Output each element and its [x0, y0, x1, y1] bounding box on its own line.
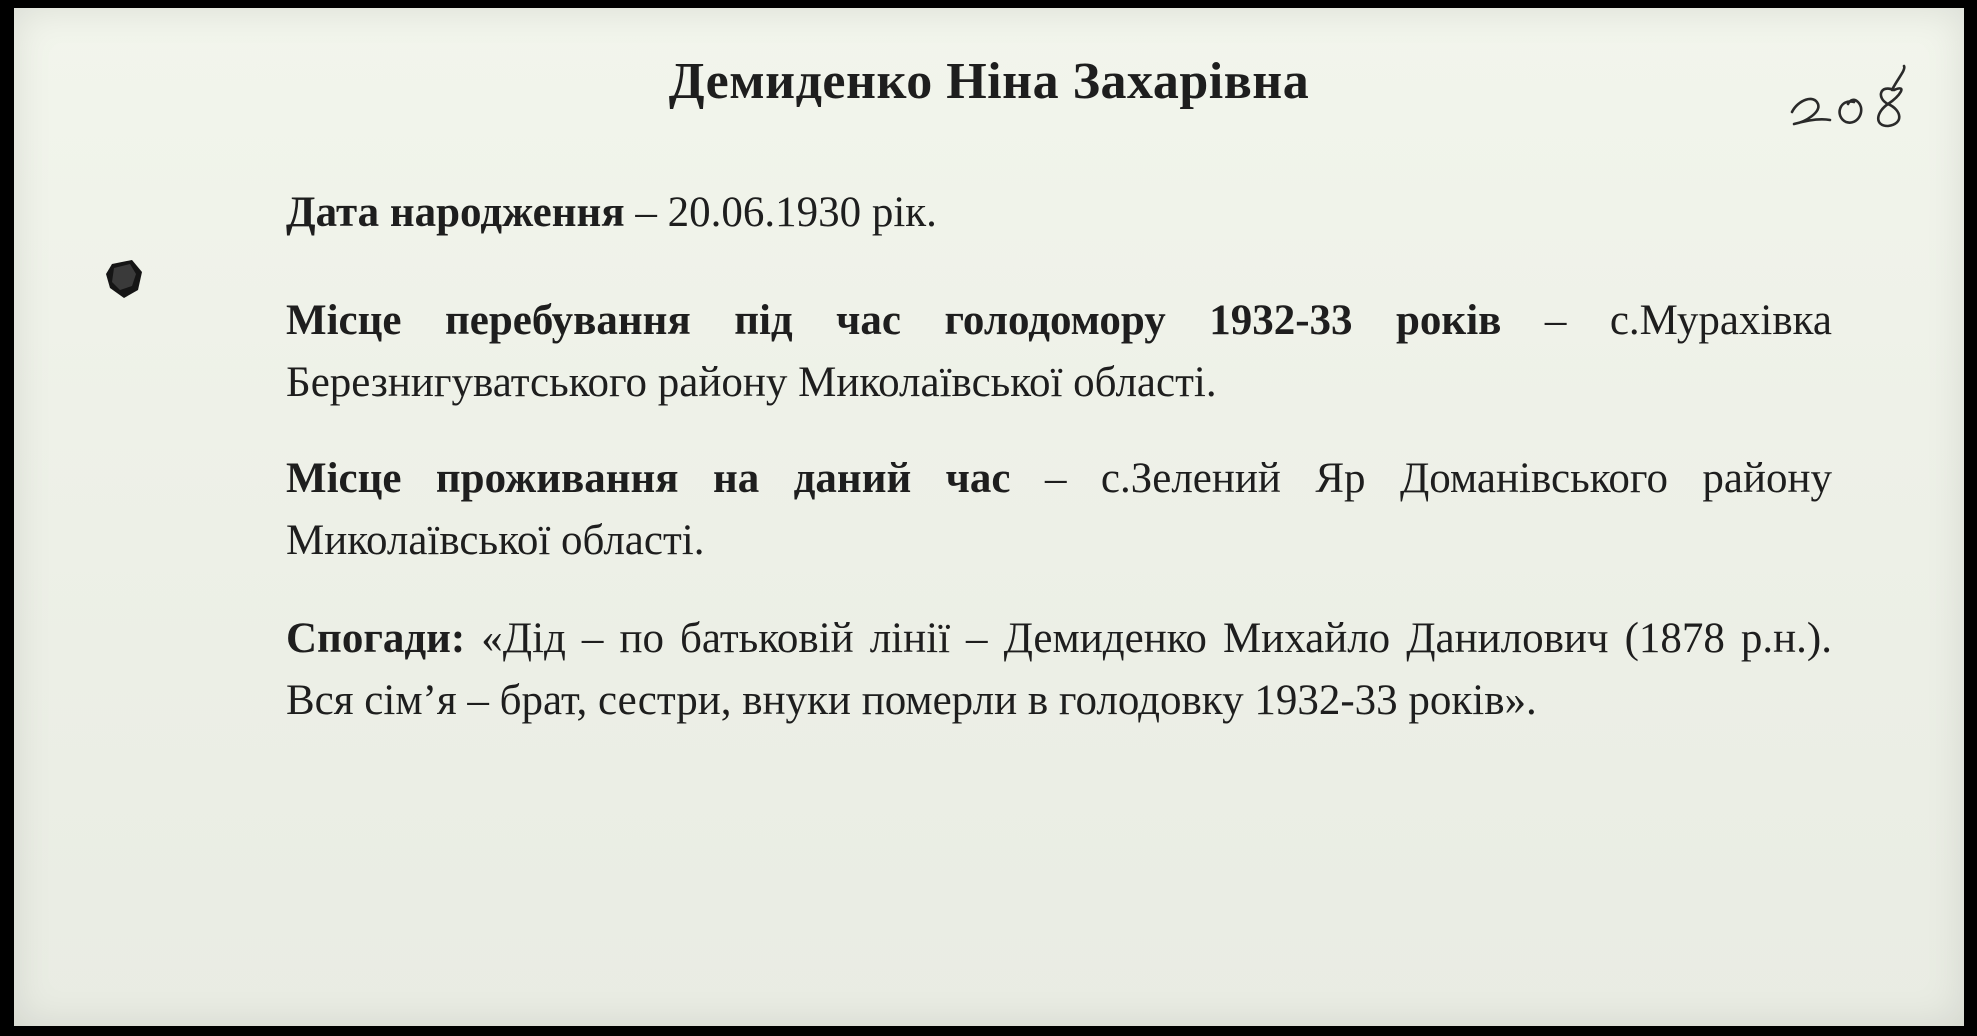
- field-value: «Дід – по батьковій лінії – Демиденко Михайло Данилович (1878 р.н.). Вся сім’я – брат, сестри, внуки померли в голодовку 1932-33 років».: [286, 615, 1832, 724]
- field-value: с.Зелений Яр Доманівського району Миколаївської області.: [286, 455, 1833, 564]
- field-birth-date: [286, 182, 1832, 244]
- field-label: Дата народження: [286, 189, 625, 236]
- field-memories: [286, 608, 1832, 732]
- document-title: Демиденко Ніна Захарівна: [668, 53, 1310, 110]
- handwritten-archive-number: [1784, 60, 1944, 130]
- field-famine-location: [286, 290, 1832, 414]
- field-value: 20.06.1930 рік.: [667, 189, 937, 236]
- field-label: Місце проживання на даний час: [286, 455, 1011, 502]
- handwritten-number-drawing: [1784, 60, 1944, 130]
- field-separator: [465, 615, 481, 662]
- field-value: с.Мурахівка Березнигуватського району Миколаївської області.: [286, 297, 1832, 406]
- field-separator: –: [1501, 297, 1610, 344]
- field-current-residence: [286, 448, 1832, 572]
- field-label: Місце перебування під час голодомору 1932-33 років: [286, 297, 1502, 344]
- document-card: [14, 8, 1964, 1026]
- field-separator: –: [624, 189, 668, 236]
- field-separator: –: [1010, 455, 1101, 502]
- punch-hole-mark: [102, 256, 148, 302]
- field-label: Спогади:: [286, 615, 466, 662]
